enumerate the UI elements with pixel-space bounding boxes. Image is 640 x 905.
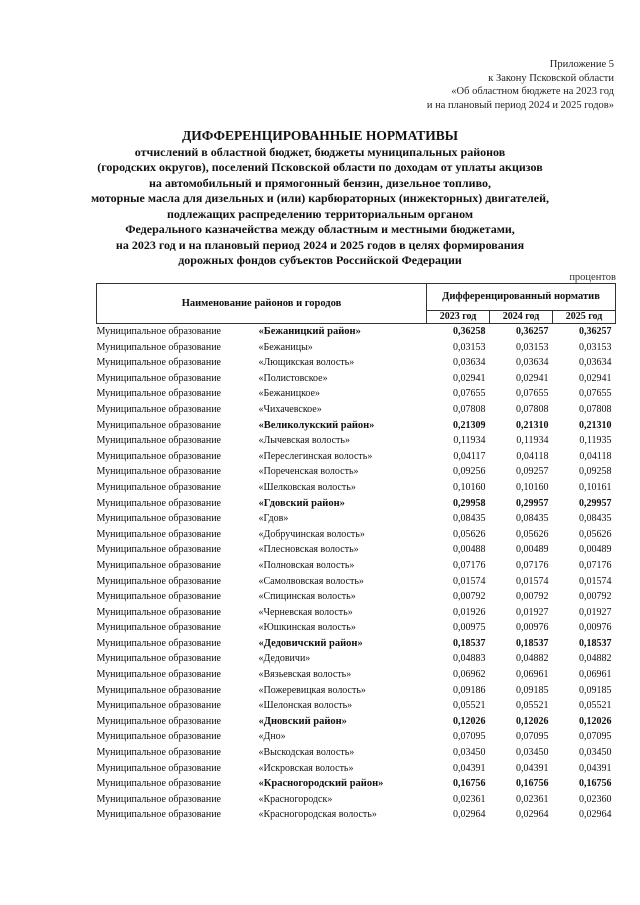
row-value: 0,21310	[516, 419, 549, 431]
row-value: 0,00792	[516, 591, 549, 603]
table-row	[97, 542, 616, 558]
row-type: Муниципальное образование	[96, 388, 221, 400]
row-value: 0,03634	[579, 357, 612, 369]
row-type: Муниципальное образование	[96, 559, 221, 571]
table-row	[97, 433, 616, 449]
row-value: 0,00488	[453, 544, 486, 556]
row-value: 0,09185	[516, 684, 549, 696]
table-row	[97, 683, 616, 699]
row-entity-name: «Дновский район»	[258, 715, 347, 727]
row-value: 0,09256	[453, 466, 486, 478]
row-value: 0,18537	[579, 637, 612, 649]
row-value: 0,21309	[453, 419, 486, 431]
row-value: 0,07655	[516, 388, 549, 400]
row-value: 0,18537	[453, 637, 486, 649]
row-value: 0,12026	[579, 715, 612, 727]
row-value: 0,01574	[516, 575, 549, 587]
row-name-cell	[97, 371, 427, 387]
table-row	[97, 714, 616, 730]
row-value: 0,01574	[453, 575, 486, 587]
row-name-cell	[97, 542, 427, 558]
row-name-cell	[97, 558, 427, 574]
row-entity-name: «Чихачевское»	[258, 403, 322, 415]
row-value: 0,02361	[516, 793, 549, 805]
row-value: 0,08435	[516, 513, 549, 525]
row-entity-name: «Лычевская волость»	[258, 435, 350, 447]
row-name-cell	[97, 574, 427, 590]
row-value: 0,03153	[453, 341, 486, 353]
row-entity-name: «Искровская волость»	[258, 762, 354, 774]
title-line: отчислений в областной бюджет, бюджеты муниципальных районов	[134, 144, 506, 159]
row-entity-name: «Шелонская волость»	[258, 700, 353, 712]
row-value: 0,03450	[516, 747, 549, 759]
title-line: дорожных фондов субъектов Российской Федерации	[178, 253, 462, 267]
row-value: 0,07808	[579, 403, 612, 415]
row-type: Муниципальное образование	[96, 372, 221, 384]
row-entity-name: «Бежаницкий район»	[258, 326, 361, 337]
row-value: 0,02941	[516, 372, 549, 384]
row-value: 0,07095	[453, 731, 486, 743]
row-entity-name: «Шелковская волость»	[258, 481, 356, 493]
row-value: 0,16756	[516, 778, 549, 790]
row-value: 0,04117	[453, 450, 486, 462]
table-row	[97, 511, 616, 527]
row-name-cell	[97, 480, 427, 496]
unit-label: процентов	[569, 272, 616, 283]
row-entity-name: «Самолвовская волость»	[258, 575, 364, 587]
row-value: 0,00792	[579, 591, 612, 603]
row-value: 0,09257	[516, 466, 549, 478]
row-value: 0,07176	[579, 559, 612, 571]
row-entity-name: «Великолукский район»	[258, 419, 375, 431]
row-type: Муниципальное образование	[96, 747, 221, 759]
row-value: 0,00975	[453, 622, 486, 634]
row-type: Муниципальное образование	[96, 731, 221, 743]
table-row	[97, 574, 616, 590]
row-value: 0,07176	[453, 559, 486, 571]
row-value: 0,01574	[579, 575, 612, 587]
row-value: 0,36257	[516, 326, 549, 337]
row-value: 0,04882	[516, 653, 549, 665]
row-type: Муниципальное образование	[96, 575, 221, 587]
table-row	[97, 527, 616, 543]
row-value: 0,07655	[579, 388, 612, 400]
row-value: 0,00976	[516, 622, 549, 634]
row-name-cell	[97, 620, 427, 636]
row-name-cell	[97, 807, 427, 823]
row-entity-name: «Красногородск»	[258, 793, 333, 805]
row-value: 0,05521	[453, 700, 486, 712]
row-type: Муниципальное образование	[96, 684, 221, 696]
row-value: 0,02964	[453, 809, 486, 821]
row-value: 0,01926	[453, 606, 486, 618]
row-value: 0,02964	[579, 809, 612, 821]
row-type: Муниципальное образование	[96, 653, 221, 665]
row-type: Муниципальное образование	[96, 481, 221, 493]
title-line: подлежащих распределению территориальным органом	[166, 206, 474, 221]
table-row	[97, 324, 616, 340]
row-name-cell	[97, 340, 427, 356]
row-value: 0,18537	[516, 637, 549, 649]
header-name: Наименование районов и городов	[97, 284, 427, 324]
row-value: 0,04118	[579, 450, 612, 462]
title-line: (городских округов), поселений Псковской области по доходам от уплаты акцизов	[97, 160, 543, 174]
row-value: 0,09186	[453, 684, 486, 696]
row-entity-name: «Дедовичский район»	[258, 637, 363, 649]
row-entity-name: «Вязьевская волость»	[258, 669, 352, 681]
row-value: 0,03634	[516, 357, 549, 369]
row-value: 0,03153	[579, 341, 612, 353]
row-value: 0,03450	[579, 747, 612, 759]
row-type: Муниципальное образование	[96, 622, 221, 634]
row-value: 0,04391	[516, 762, 549, 774]
row-entity-name: «Добручинская волость»	[258, 528, 365, 540]
table-row	[97, 776, 616, 792]
row-name-cell	[97, 667, 427, 683]
table-row	[97, 792, 616, 808]
row-type: Муниципальное образование	[96, 700, 221, 712]
table-row	[97, 667, 616, 683]
row-type: Муниципальное образование	[96, 809, 221, 821]
row-value: 0,07655	[453, 388, 486, 400]
row-entity-name: «Полистовское»	[258, 372, 328, 384]
row-name-cell	[97, 433, 427, 449]
row-value: 0,02360	[579, 793, 612, 805]
row-value: 0,12026	[516, 715, 549, 727]
row-value: 0,16756	[453, 778, 486, 790]
row-type: Муниципальное образование	[96, 513, 221, 525]
row-value: 0,04118	[516, 450, 549, 462]
row-value: 0,04391	[579, 762, 612, 774]
row-value: 0,12026	[453, 715, 486, 727]
table-row	[97, 386, 616, 402]
row-value: 0,03450	[453, 747, 486, 759]
row-name-cell	[97, 636, 427, 652]
row-entity-name: «Юшкинская волость»	[258, 622, 356, 634]
row-value: 0,10160	[453, 481, 486, 493]
row-entity-name: «Гдовский район»	[258, 497, 345, 509]
row-type: Муниципальное образование	[96, 637, 221, 649]
table-row	[97, 449, 616, 465]
row-type: Муниципальное образование	[96, 591, 221, 603]
table-row	[97, 651, 616, 667]
row-type: Муниципальное образование	[96, 497, 221, 509]
row-type: Муниципальное образование	[96, 341, 221, 353]
row-name-cell	[97, 605, 427, 621]
appendix-line: и на плановый период 2024 и 2025 годов»	[426, 99, 614, 111]
row-type: Муниципальное образование	[96, 762, 221, 774]
row-name-cell	[97, 418, 427, 434]
row-value: 0,11934	[453, 435, 486, 447]
header-year: 2023 год	[427, 311, 490, 324]
row-value: 0,11934	[516, 435, 549, 447]
row-value: 0,09185	[579, 684, 612, 696]
row-name-cell	[97, 511, 427, 527]
row-value: 0,00976	[579, 622, 612, 634]
row-type: Муниципальное образование	[96, 435, 221, 447]
row-entity-name: «Дедовичи»	[258, 653, 311, 665]
table-row	[97, 807, 616, 823]
row-value: 0,00489	[579, 544, 612, 556]
row-value: 0,29957	[516, 497, 549, 509]
row-entity-name: «Выскодская волость»	[258, 747, 355, 759]
row-type: Муниципальное образование	[96, 606, 221, 618]
row-value: 0,03153	[516, 341, 549, 353]
row-value: 0,07808	[453, 403, 486, 415]
row-value: 0,07095	[516, 731, 549, 743]
title-heading: ДИФФЕРЕНЦИРОВАННЫЕ НОРМАТИВЫ	[181, 128, 458, 143]
header-year: 2025 год	[553, 311, 616, 324]
row-value: 0,29957	[579, 497, 612, 509]
row-name-cell	[97, 761, 427, 777]
table-row	[97, 496, 616, 512]
row-value: 0,08435	[579, 513, 612, 525]
row-value: 0,03634	[453, 357, 486, 369]
row-type: Муниципальное образование	[96, 403, 221, 415]
row-value: 0,00489	[516, 544, 549, 556]
table-row	[97, 418, 616, 434]
row-value: 0,06961	[579, 669, 612, 681]
document-title	[70, 128, 570, 269]
row-entity-name: «Красногородский район»	[258, 778, 384, 790]
table-row	[97, 402, 616, 418]
normatives-table	[96, 283, 616, 823]
table-row	[97, 589, 616, 605]
row-value: 0,05521	[579, 700, 612, 712]
row-value: 0,36257	[579, 326, 612, 337]
row-entity-name: «Плесновская волость»	[258, 544, 359, 556]
row-value: 0,07808	[516, 403, 549, 415]
row-type: Муниципальное образование	[96, 793, 221, 805]
row-name-cell	[97, 683, 427, 699]
row-name-cell	[97, 651, 427, 667]
table-row	[97, 636, 616, 652]
row-value: 0,02361	[453, 793, 486, 805]
row-value: 0,01927	[516, 606, 549, 618]
table-row	[97, 371, 616, 387]
row-type: Муниципальное образование	[96, 715, 221, 727]
row-type: Муниципальное образование	[96, 326, 221, 337]
appendix-line: к Закону Псковской области	[488, 72, 614, 84]
row-name-cell	[97, 355, 427, 371]
row-value: 0,08435	[453, 513, 486, 525]
appendix-line: «Об областном бюджете на 2023 год	[451, 86, 614, 97]
table-row	[97, 340, 616, 356]
row-type: Муниципальное образование	[96, 778, 221, 790]
table-row	[97, 558, 616, 574]
row-name-cell	[97, 745, 427, 761]
row-value: 0,06962	[453, 669, 486, 681]
row-name-cell	[97, 776, 427, 792]
row-value: 0,04391	[453, 762, 486, 774]
table-body	[97, 324, 616, 824]
row-value: 0,02941	[579, 372, 612, 384]
row-name-cell	[97, 324, 427, 340]
header-group: Дифференцированный норматив	[427, 284, 616, 311]
row-type: Муниципальное образование	[96, 544, 221, 556]
title-line: на 2023 год и на плановый период 2024 и 2025 годов в целях формирования	[115, 237, 525, 252]
table-row	[97, 729, 616, 745]
row-value: 0,05626	[453, 528, 486, 540]
row-entity-name: «Переслегинская волость»	[258, 450, 373, 462]
row-type: Муниципальное образование	[96, 669, 221, 681]
row-name-cell	[97, 698, 427, 714]
table-row	[97, 761, 616, 777]
row-name-cell	[97, 792, 427, 808]
table-row	[97, 745, 616, 761]
row-entity-name: «Бежаницкое»	[258, 388, 320, 400]
row-value: 0,21310	[579, 419, 612, 431]
table-row	[97, 605, 616, 621]
row-name-cell	[97, 402, 427, 418]
appendix-note	[314, 58, 614, 112]
row-type: Муниципальное образование	[96, 419, 221, 431]
row-value: 0,06961	[516, 669, 549, 681]
row-type: Муниципальное образование	[96, 528, 221, 540]
row-value: 0,02941	[453, 372, 486, 384]
title-line: Федерального казначейства между областным и местными бюджетами,	[125, 222, 515, 236]
row-entity-name: «Гдов»	[258, 513, 289, 525]
row-name-cell	[97, 527, 427, 543]
row-value: 0,29958	[453, 497, 486, 509]
table-row	[97, 480, 616, 496]
row-entity-name: «Красногородская волость»	[258, 809, 377, 821]
row-entity-name: «Дно»	[258, 731, 286, 743]
row-entity-name: «Спицинская волость»	[258, 591, 356, 603]
row-value: 0,10161	[579, 481, 612, 493]
table-row	[97, 355, 616, 371]
row-name-cell	[97, 714, 427, 730]
row-value: 0,09258	[579, 466, 612, 478]
row-value: 0,05626	[516, 528, 549, 540]
row-name-cell	[97, 449, 427, 465]
row-value: 0,07095	[579, 731, 612, 743]
title-line: моторные масла для дизельных и (или) карбюраторных (инжекторных) двигателей,	[90, 191, 549, 205]
header-year: 2024 год	[490, 311, 553, 324]
row-type: Муниципальное образование	[96, 357, 221, 369]
row-value: 0,00792	[453, 591, 486, 603]
row-name-cell	[97, 589, 427, 605]
row-entity-name: «Пожеревицкая волость»	[258, 684, 366, 696]
row-entity-name: «Полновская волость»	[258, 559, 355, 571]
row-value: 0,04882	[579, 653, 612, 665]
row-entity-name: «Пореченская волость»	[258, 466, 359, 478]
row-entity-name: «Лющикская волость»	[258, 357, 355, 369]
table-row	[97, 698, 616, 714]
row-value: 0,11935	[579, 435, 612, 447]
table-row	[97, 464, 616, 480]
row-name-cell	[97, 496, 427, 512]
row-value: 0,02964	[516, 809, 549, 821]
row-value: 0,10160	[516, 481, 549, 493]
row-value: 0,07176	[516, 559, 549, 571]
row-entity-name: «Бежаницы»	[258, 341, 313, 353]
row-name-cell	[97, 386, 427, 402]
table-row	[97, 620, 616, 636]
row-type: Муниципальное образование	[96, 466, 221, 478]
title-line: на автомобильный и прямогонный бензин, дизельное топливо,	[149, 175, 491, 190]
row-value: 0,05521	[516, 700, 549, 712]
row-value: 0,16756	[579, 778, 612, 790]
row-name-cell	[97, 729, 427, 745]
appendix-line: Приложение 5	[549, 59, 614, 70]
row-value: 0,04883	[453, 653, 486, 665]
row-type: Муниципальное образование	[96, 450, 221, 462]
row-value: 0,01927	[579, 606, 612, 618]
row-name-cell	[97, 464, 427, 480]
row-entity-name: «Черневская волость»	[258, 606, 353, 618]
row-value: 0,05626	[579, 528, 612, 540]
row-value: 0,36258	[453, 326, 486, 337]
